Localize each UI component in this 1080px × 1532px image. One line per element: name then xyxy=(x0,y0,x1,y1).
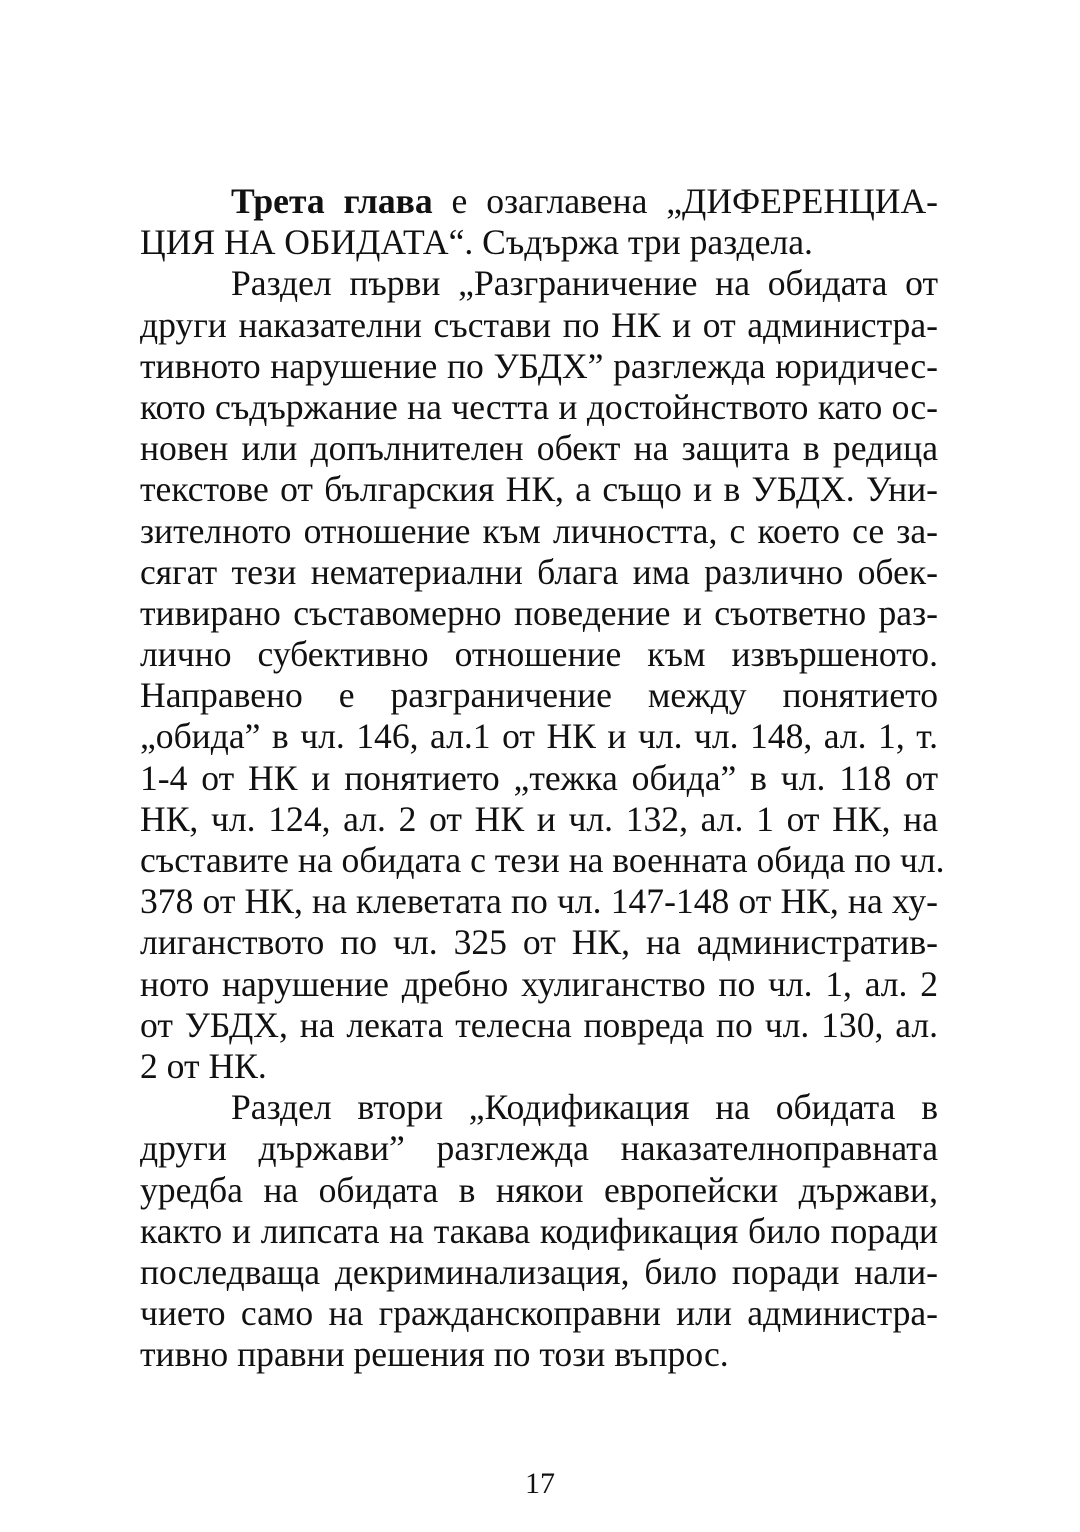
text-line: 2 от НК. xyxy=(140,1045,267,1086)
text-line: Раздел втори „Кодификация на обидата в xyxy=(231,1087,938,1128)
text-line: 378 от НК, на клеветата по чл. 147-148 от НК, на ху- xyxy=(140,881,938,922)
text-line: ЦИЯ НА ОБИДАТА“. Съдържа три раздела. xyxy=(140,222,813,263)
text-line: зителното отношение към личността, с което се за- xyxy=(140,510,938,551)
paragraph-section-two xyxy=(140,1087,938,1375)
text-line: други наказателни състави по НК и от администра- xyxy=(140,304,938,345)
text-line: кото съдържание на честта и достойнството като ос- xyxy=(140,386,938,427)
text-line: Направено е разграничение между понятието xyxy=(140,675,938,716)
text-line: тивно правни решения по този въпрос. xyxy=(140,1334,729,1375)
paragraph-section-one xyxy=(140,263,945,1087)
text-line: Трета глава е озаглавена „ДИФЕРЕНЦИА- xyxy=(231,181,938,221)
text-line: НК, чл. 124, ал. 2 от НК и чл. 132, ал. 1 от НК, на xyxy=(140,798,938,839)
page-number: 17 xyxy=(525,1467,555,1500)
body-text xyxy=(140,181,945,1375)
text-line: съставите на обидата с тези на военната обида по чл. xyxy=(140,840,945,880)
text-line: от УБДХ, на леката телесна повреда по чл. 130, ал. xyxy=(140,1004,938,1045)
text-line: други държави” разглежда наказателноправната xyxy=(140,1128,938,1169)
text-line: чието само на гражданскоправни или администра- xyxy=(140,1293,938,1334)
text-line: „обида” в чл. 146, ал.1 от НК и чл. чл. 148, ал. 1, т. xyxy=(140,716,938,757)
chapter-heading-inline: Трета глава xyxy=(231,181,433,221)
paragraph-chapter-three xyxy=(140,181,938,263)
text-line: тивирано съставомерно поведение и съответно раз- xyxy=(140,592,938,633)
text-line: лиганството по чл. 325 от НК, на административ- xyxy=(140,922,938,963)
text-line: тивното нарушение по УБДХ” разглежда юридичес- xyxy=(140,345,938,386)
text-line: сягат тези нематериални блага има различно обек- xyxy=(140,551,938,592)
text-line: новен или допълнителен обект на защита в редица xyxy=(140,428,938,469)
text-line: текстове от българския НК, а също и в УБДХ. Уни- xyxy=(140,469,938,510)
text-line: лично субективно отношение към извършеното. xyxy=(140,634,938,675)
text-line: както и липсата на такава кодификация било поради xyxy=(140,1210,938,1251)
text-line: уредба на обидата в някои европейски държави, xyxy=(140,1169,938,1210)
text-line: Раздел първи „Разграничение на обидата от xyxy=(231,263,938,304)
text-line: 1-4 от НК и понятието „тежка обида” в чл. 118 от xyxy=(140,757,938,798)
text-line: последваща декриминализация, било поради нали- xyxy=(140,1251,938,1292)
text-line: ното нарушение дребно хулиганство по чл. 1, ал. 2 xyxy=(140,963,938,1004)
